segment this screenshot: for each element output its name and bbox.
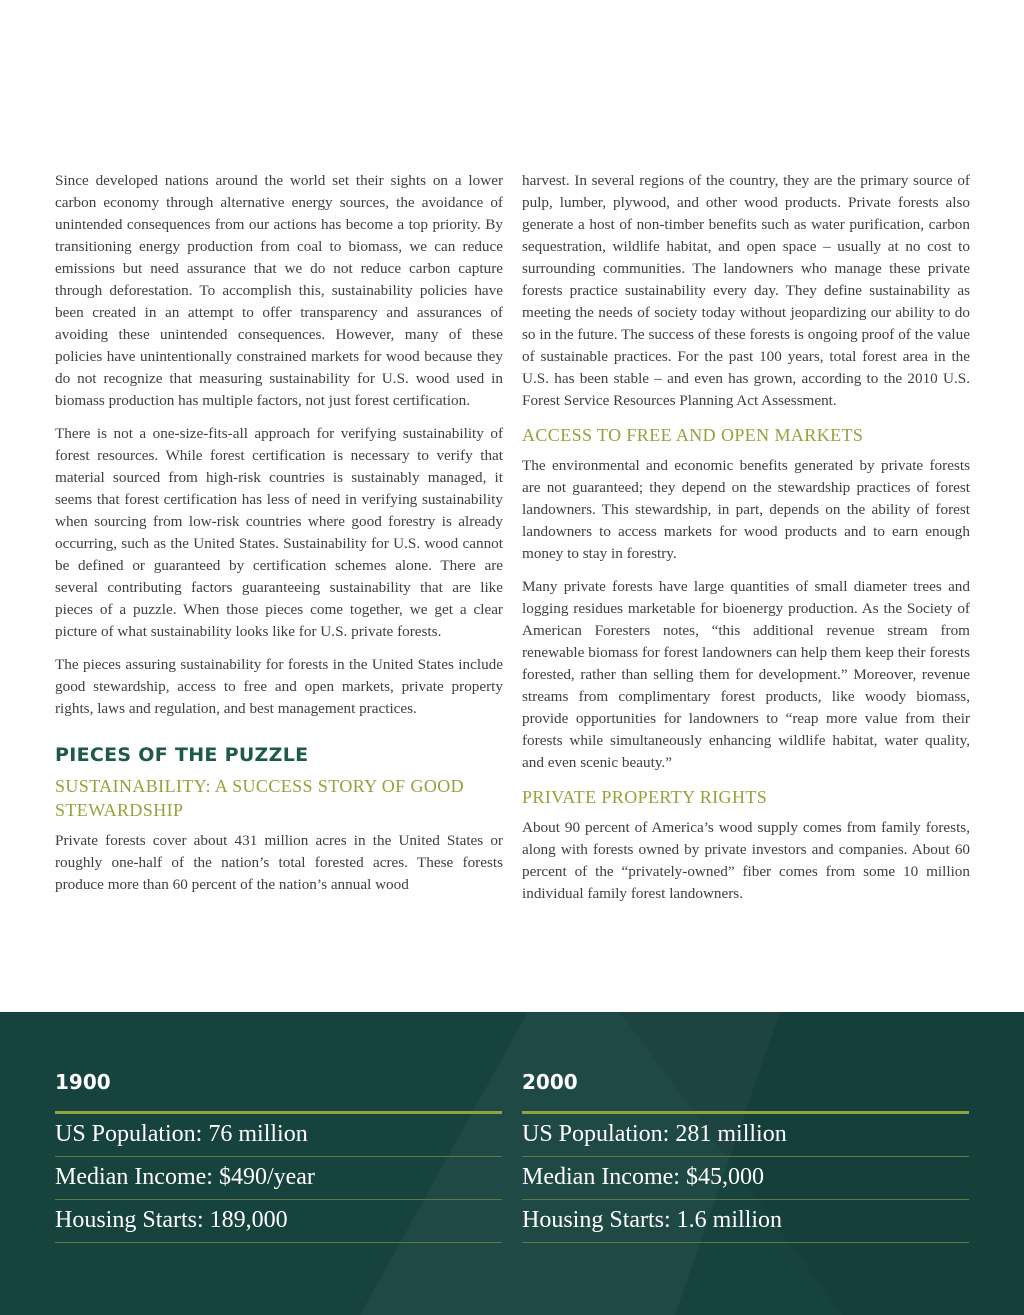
bioenergy-paragraph: Many private forests have large quantities of small diameter trees and logging residues marketable for bioenergy production. As the Society of American Foresters notes, “this additional revenue stream from renewable biomass for forest landowners can help them keep their forests forested, rather than selling them for development.” Moreover, revenue streams from complimentary forest products, like woody biomass, provide opportunities for landowners to “reap more value from their forests while simultaneously enhancing wildlife habitat, water quality, and even scenic beauty.” [522,578,970,771]
property-paragraph: About 90 percent of America’s wood supply comes from family forests, along with forests owned by private investors and companies. About 60 percent of the “privately-owned” fiber comes from some 10 million individual family forest landowners. [522,819,970,902]
income-stat: Median Income: $490/year [55,1157,502,1200]
markets-subheading: ACCESS TO FREE AND OPEN MARKETS [522,425,864,445]
income-stat: Median Income: $45,000 [522,1157,969,1200]
pieces-paragraph: The pieces assuring sustainability for forests in the United States include good stewardship, access to free and open markets, private property rights, laws and regulation, and best management practices. [55,656,503,717]
stewardship-paragraph: Private forests cover about 431 million acres in the United States or roughly one-half of the nation’s total forested acres. These forests produce more than 60 percent of the nation’s annual wood [55,832,503,893]
housing-stat: Housing Starts: 189,000 [55,1200,502,1243]
left-column [55,170,503,907]
intro-paragraph: Since developed nations around the world set their sights on a lower carbon economy through alternative energy sources, the avoidance of unintended consequences from our actions has become a top priority. By transitioning energy production from coal to biomass, we can reduce emissions but need assurance that we do not reduce carbon capture through deforestation. To accomplish this, sustainability policies have been created in an attempt to offer transparency and assurances of avoiding these unintended consequences. However, many of these policies have unintentionally constrained markets for wood because they do not recognize that measuring sustainability for U.S. wood used in biomass production has multiple factors, not just forest certification. [55,172,503,409]
year-label: 1900 [55,1067,502,1114]
continuation-paragraph: harvest. In several regions of the country, they are the primary source of pulp, lumber, plywood, and other wood products. Private forests also generate a host of non-timber benefits such as water purification, carbon sequestration, wildlife habitat, and open space – usually at no cost to surrounding communities. The landowners who manage these private forests practice sustainability every day. They define sustainability as meeting the needs of society today without jeopardizing our ability to do so in the future. The success of these forests is ongoing proof of the value of sustainable practices. For the past 100 years, total forest area in the U.S. has been stable – and even has grown, according to the 2010 U.S. Forest Service Resources Planning Act Assessment. [522,172,970,409]
population-stat: US Population: 281 million [522,1114,969,1157]
stats-band [0,1012,1024,1315]
population-stat: US Population: 76 million [55,1114,502,1157]
year-label: 2000 [522,1067,969,1114]
markets-paragraph: The environmental and economic benefits generated by private forests are not guaranteed; they depend on the stewardship practices of forest landowners. This stewardship, in part, depends on the ability of forest landowners to access markets for wood products and to earn enough money to stay in forestry. [522,457,970,562]
approach-paragraph: There is not a one-size-fits-all approach for verifying sustainability of forest resources. While forest certification is necessary to verify that material sourced from high-risk countries is sustainably managed, it seems that forest certification has less of need in verifying sustainability when sourcing from low-risk countries where good forestry is already occurring, such as the United States. Sustainability for U.S. wood cannot be defined or guaranteed by certification schemes alone. There are several contributing factors guaranteeing sustainability that are like pieces of a puzzle. When those pieces come together, we get a clear picture of what sustainability looks like for U.S. private forests. [55,425,503,640]
stats-2000 [522,1067,969,1243]
housing-stat: Housing Starts: 1.6 million [522,1200,969,1243]
stats-1900 [55,1067,502,1243]
property-subheading: PRIVATE PROPERTY RIGHTS [522,787,768,807]
right-column [522,170,970,916]
stewardship-subheading: SUSTAINABILITY: A SUCCESS STORY OF GOOD STEWARDSHIP [55,776,465,820]
section-heading: PIECES OF THE PUZZLE [55,744,309,766]
